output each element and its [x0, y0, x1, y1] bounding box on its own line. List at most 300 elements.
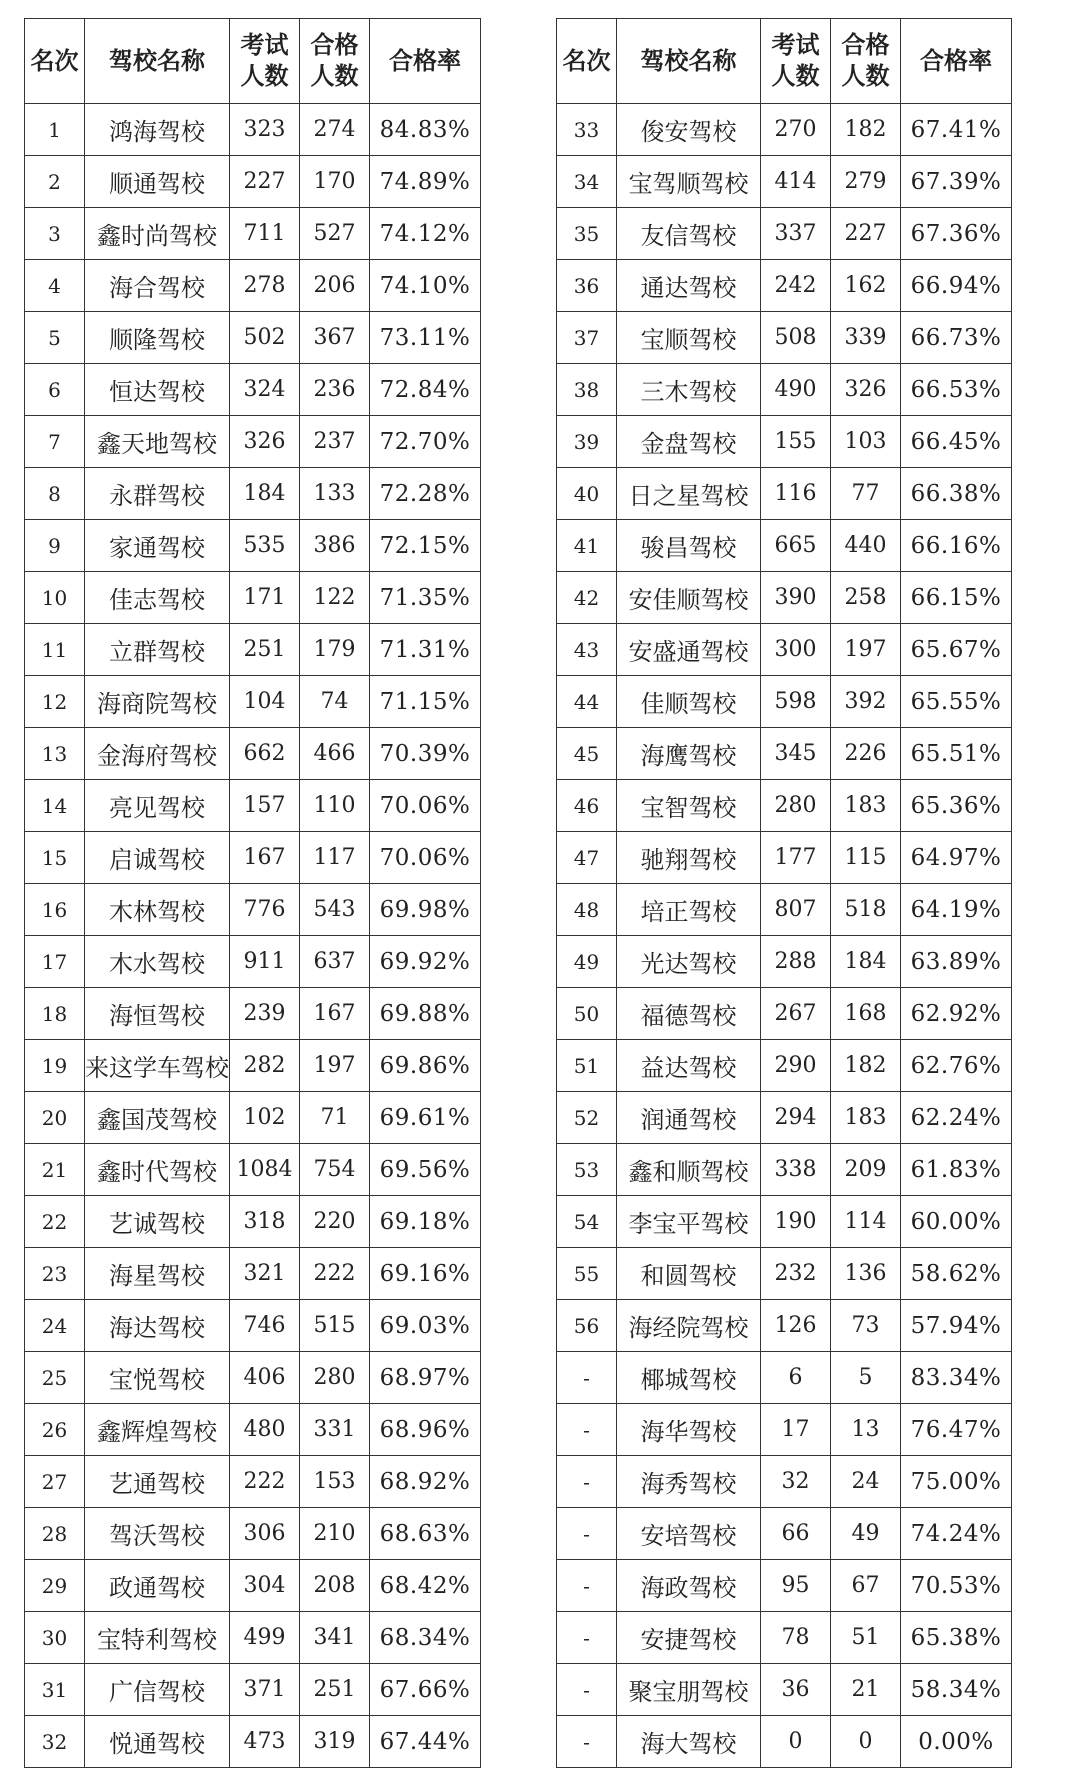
examinees-cell: 598 — [761, 676, 831, 728]
pass-rate-cell: 70.06% — [370, 832, 481, 884]
rank-cell: 31 — [25, 1664, 85, 1716]
rank-cell: 15 — [25, 832, 85, 884]
rank-cell: 41 — [557, 520, 617, 572]
table-row — [25, 1560, 481, 1612]
rank-cell: 23 — [25, 1248, 85, 1300]
table-row — [25, 1716, 481, 1768]
passed-cell: 280 — [300, 1352, 370, 1404]
table-row — [25, 676, 481, 728]
school-name-cell: 安培驾校 — [617, 1508, 761, 1560]
rank-cell: 10 — [25, 572, 85, 624]
passed-cell: 222 — [300, 1248, 370, 1300]
rank-cell: 14 — [25, 780, 85, 832]
school-name-cell: 海鹰驾校 — [617, 728, 761, 780]
examinees-cell: 95 — [761, 1560, 831, 1612]
school-name-cell: 政通驾校 — [85, 1560, 230, 1612]
examinees-cell: 294 — [761, 1092, 831, 1144]
table-row — [25, 1404, 481, 1456]
examinees-cell: 0 — [761, 1716, 831, 1768]
school-name-cell: 海恒驾校 — [85, 988, 230, 1040]
pass-rate-cell: 68.96% — [370, 1404, 481, 1456]
rank-cell: 37 — [557, 312, 617, 364]
rank-cell: - — [557, 1352, 617, 1404]
table-row — [557, 780, 1012, 832]
pass-rate-cell: 69.56% — [370, 1144, 481, 1196]
examinees-cell: 242 — [761, 260, 831, 312]
examinees-cell: 776 — [230, 884, 300, 936]
passed-cell: 386 — [300, 520, 370, 572]
school-name-cell: 润通驾校 — [617, 1092, 761, 1144]
school-name-cell: 鸿海驾校 — [85, 104, 230, 156]
school-name-cell: 福德驾校 — [617, 988, 761, 1040]
table-row — [25, 832, 481, 884]
rank-cell: - — [557, 1716, 617, 1768]
examinees-cell: 32 — [761, 1456, 831, 1508]
passed-cell: 182 — [831, 104, 901, 156]
passed-cell: 226 — [831, 728, 901, 780]
rank-cell: 22 — [25, 1196, 85, 1248]
pass-rate-cell: 63.89% — [901, 936, 1012, 988]
examinees-cell: 267 — [761, 988, 831, 1040]
school-name-cell: 广信驾校 — [85, 1664, 230, 1716]
header-pass-rate: 合格率 — [370, 19, 481, 104]
school-name-cell: 驰翔驾校 — [617, 832, 761, 884]
table-row — [25, 884, 481, 936]
rank-cell: 40 — [557, 468, 617, 520]
table-row — [25, 1456, 481, 1508]
examinees-cell: 17 — [761, 1404, 831, 1456]
examinees-cell: 126 — [761, 1300, 831, 1352]
passed-cell: 237 — [300, 416, 370, 468]
header-passed — [831, 19, 901, 104]
school-name-cell: 悦通驾校 — [85, 1716, 230, 1768]
rank-cell: 52 — [557, 1092, 617, 1144]
table-row — [557, 884, 1012, 936]
school-name-cell: 培正驾校 — [617, 884, 761, 936]
school-name-cell: 海商院驾校 — [85, 676, 230, 728]
rank-cell: 46 — [557, 780, 617, 832]
rank-cell: 28 — [25, 1508, 85, 1560]
header-rank: 名次 — [25, 19, 85, 104]
examinees-cell: 371 — [230, 1664, 300, 1716]
pass-rate-cell: 70.06% — [370, 780, 481, 832]
school-name-cell: 海经院驾校 — [617, 1300, 761, 1352]
passed-cell: 183 — [831, 1092, 901, 1144]
rank-cell: 24 — [25, 1300, 85, 1352]
rank-cell: 20 — [25, 1092, 85, 1144]
rank-cell: 44 — [557, 676, 617, 728]
rank-cell: 6 — [25, 364, 85, 416]
passed-cell: 136 — [831, 1248, 901, 1300]
school-name-cell: 骏昌驾校 — [617, 520, 761, 572]
passed-cell: 527 — [300, 208, 370, 260]
passed-cell: 331 — [300, 1404, 370, 1456]
pass-rate-cell: 67.36% — [901, 208, 1012, 260]
table-row — [25, 1300, 481, 1352]
examinees-cell: 78 — [761, 1612, 831, 1664]
table-row — [25, 572, 481, 624]
passed-cell: 51 — [831, 1612, 901, 1664]
passed-cell: 319 — [300, 1716, 370, 1768]
pass-rate-cell: 74.89% — [370, 156, 481, 208]
passed-cell: 236 — [300, 364, 370, 416]
passed-cell: 518 — [831, 884, 901, 936]
school-name-cell: 日之星驾校 — [617, 468, 761, 520]
examinees-cell: 66 — [761, 1508, 831, 1560]
school-name-cell: 安盛通驾校 — [617, 624, 761, 676]
passed-cell: 754 — [300, 1144, 370, 1196]
table-row — [25, 1092, 481, 1144]
rank-cell: 3 — [25, 208, 85, 260]
table-row — [557, 208, 1012, 260]
examinees-cell: 318 — [230, 1196, 300, 1248]
rank-cell: 45 — [557, 728, 617, 780]
header-rank: 名次 — [557, 19, 617, 104]
rank-cell: 5 — [25, 312, 85, 364]
table-row — [557, 364, 1012, 416]
table-row — [25, 1612, 481, 1664]
passed-cell: 117 — [300, 832, 370, 884]
rank-cell: 16 — [25, 884, 85, 936]
school-name-cell: 木林驾校 — [85, 884, 230, 936]
rank-cell: 18 — [25, 988, 85, 1040]
passed-cell: 339 — [831, 312, 901, 364]
pass-rate-cell: 69.03% — [370, 1300, 481, 1352]
school-name-cell: 亮见驾校 — [85, 780, 230, 832]
school-name-cell: 佳顺驾校 — [617, 676, 761, 728]
pass-rate-cell: 62.24% — [901, 1092, 1012, 1144]
header-passed-line2: 人数 — [310, 62, 359, 90]
table-row — [25, 988, 481, 1040]
examinees-cell: 239 — [230, 988, 300, 1040]
examinees-cell: 508 — [761, 312, 831, 364]
table-header-row — [557, 19, 1012, 104]
rank-cell: 47 — [557, 832, 617, 884]
passed-cell: 543 — [300, 884, 370, 936]
pass-rate-cell: 75.00% — [901, 1456, 1012, 1508]
pass-rate-cell: 68.97% — [370, 1352, 481, 1404]
passed-cell: 251 — [300, 1664, 370, 1716]
table-body-left — [25, 104, 481, 1768]
examinees-cell: 502 — [230, 312, 300, 364]
passed-cell: 440 — [831, 520, 901, 572]
rank-cell: 9 — [25, 520, 85, 572]
examinees-cell: 321 — [230, 1248, 300, 1300]
pass-rate-cell: 67.66% — [370, 1664, 481, 1716]
table-row — [557, 728, 1012, 780]
examinees-cell: 282 — [230, 1040, 300, 1092]
examinees-cell: 6 — [761, 1352, 831, 1404]
school-name-cell: 宝悦驾校 — [85, 1352, 230, 1404]
rank-cell: 25 — [25, 1352, 85, 1404]
rank-cell: - — [557, 1612, 617, 1664]
school-name-cell: 艺通驾校 — [85, 1456, 230, 1508]
examinees-cell: 390 — [761, 572, 831, 624]
rank-cell: 33 — [557, 104, 617, 156]
passed-cell: 0 — [831, 1716, 901, 1768]
rank-cell: 32 — [25, 1716, 85, 1768]
school-name-cell: 海大驾校 — [617, 1716, 761, 1768]
passed-cell: 182 — [831, 1040, 901, 1092]
table-row — [557, 416, 1012, 468]
pass-rate-cell: 72.84% — [370, 364, 481, 416]
pass-rate-cell: 58.62% — [901, 1248, 1012, 1300]
passed-cell: 110 — [300, 780, 370, 832]
pass-rate-cell: 70.53% — [901, 1560, 1012, 1612]
examinees-cell: 324 — [230, 364, 300, 416]
rank-cell: 4 — [25, 260, 85, 312]
rank-cell: 48 — [557, 884, 617, 936]
rank-cell: 34 — [557, 156, 617, 208]
pass-rate-cell: 66.53% — [901, 364, 1012, 416]
examinees-cell: 155 — [761, 416, 831, 468]
rank-cell: 21 — [25, 1144, 85, 1196]
examinees-cell: 807 — [761, 884, 831, 936]
pass-rate-cell: 71.35% — [370, 572, 481, 624]
rank-cell: 7 — [25, 416, 85, 468]
passed-cell: 392 — [831, 676, 901, 728]
header-examinees — [761, 19, 831, 104]
school-name-cell: 永群驾校 — [85, 468, 230, 520]
rank-cell: 8 — [25, 468, 85, 520]
table-row — [25, 156, 481, 208]
examinees-cell: 304 — [230, 1560, 300, 1612]
rank-cell: 11 — [25, 624, 85, 676]
table-row — [557, 1144, 1012, 1196]
examinees-cell: 345 — [761, 728, 831, 780]
table-row — [557, 156, 1012, 208]
school-name-cell: 鑫时尚驾校 — [85, 208, 230, 260]
passed-cell: 24 — [831, 1456, 901, 1508]
examinees-cell: 167 — [230, 832, 300, 884]
examinees-cell: 406 — [230, 1352, 300, 1404]
header-school-name: 驾校名称 — [85, 19, 230, 104]
pass-rate-cell: 74.10% — [370, 260, 481, 312]
pass-rate-cell: 57.94% — [901, 1300, 1012, 1352]
table-header-row — [25, 19, 481, 104]
passed-cell: 258 — [831, 572, 901, 624]
pass-rate-cell: 68.34% — [370, 1612, 481, 1664]
passed-cell: 167 — [300, 988, 370, 1040]
table-row — [557, 832, 1012, 884]
passed-cell: 208 — [300, 1560, 370, 1612]
school-name-cell: 家通驾校 — [85, 520, 230, 572]
rank-cell: 38 — [557, 364, 617, 416]
passed-cell: 122 — [300, 572, 370, 624]
school-name-cell: 光达驾校 — [617, 936, 761, 988]
school-name-cell: 海达驾校 — [85, 1300, 230, 1352]
school-name-cell: 来这学车驾校 — [85, 1040, 230, 1092]
passed-cell: 168 — [831, 988, 901, 1040]
school-name-cell: 艺诚驾校 — [85, 1196, 230, 1248]
table-row — [557, 1352, 1012, 1404]
pass-rate-cell: 71.15% — [370, 676, 481, 728]
pass-rate-cell: 68.92% — [370, 1456, 481, 1508]
school-name-cell: 鑫天地驾校 — [85, 416, 230, 468]
pass-rate-cell: 69.88% — [370, 988, 481, 1040]
school-name-cell: 聚宝朋驾校 — [617, 1664, 761, 1716]
school-name-cell: 金海府驾校 — [85, 728, 230, 780]
rank-cell: 42 — [557, 572, 617, 624]
rank-cell: 12 — [25, 676, 85, 728]
table-row — [25, 1144, 481, 1196]
school-name-cell: 安捷驾校 — [617, 1612, 761, 1664]
examinees-cell: 499 — [230, 1612, 300, 1664]
table-row — [25, 364, 481, 416]
table-row — [25, 1352, 481, 1404]
passed-cell: 21 — [831, 1664, 901, 1716]
table-row — [557, 572, 1012, 624]
rank-cell: 1 — [25, 104, 85, 156]
passed-cell: 5 — [831, 1352, 901, 1404]
school-name-cell: 立群驾校 — [85, 624, 230, 676]
school-name-cell: 鑫辉煌驾校 — [85, 1404, 230, 1456]
table-row — [557, 1716, 1012, 1768]
table-row — [557, 1092, 1012, 1144]
school-name-cell: 海星驾校 — [85, 1248, 230, 1300]
pass-rate-cell: 60.00% — [901, 1196, 1012, 1248]
header-examinees-line1: 考试 — [240, 31, 289, 59]
school-name-cell: 友信驾校 — [617, 208, 761, 260]
school-name-cell: 宝驾顺驾校 — [617, 156, 761, 208]
table-row — [557, 1248, 1012, 1300]
passed-cell: 227 — [831, 208, 901, 260]
table-row — [25, 624, 481, 676]
table-row — [25, 208, 481, 260]
pass-rate-cell: 69.18% — [370, 1196, 481, 1248]
pass-rate-cell: 69.92% — [370, 936, 481, 988]
pass-rate-cell: 69.98% — [370, 884, 481, 936]
ranking-table-left — [24, 18, 481, 1768]
school-name-cell: 通达驾校 — [617, 260, 761, 312]
school-name-cell: 宝特利驾校 — [85, 1612, 230, 1664]
table-row — [557, 1508, 1012, 1560]
rank-cell: 35 — [557, 208, 617, 260]
passed-cell: 183 — [831, 780, 901, 832]
table-row — [557, 468, 1012, 520]
pass-rate-cell: 65.55% — [901, 676, 1012, 728]
header-school-name: 驾校名称 — [617, 19, 761, 104]
passed-cell: 71 — [300, 1092, 370, 1144]
passed-cell: 133 — [300, 468, 370, 520]
pass-rate-cell: 69.61% — [370, 1092, 481, 1144]
examinees-cell: 288 — [761, 936, 831, 988]
passed-cell: 326 — [831, 364, 901, 416]
school-name-cell: 海政驾校 — [617, 1560, 761, 1612]
pass-rate-cell: 68.42% — [370, 1560, 481, 1612]
passed-cell: 279 — [831, 156, 901, 208]
school-name-cell: 椰城驾校 — [617, 1352, 761, 1404]
table-row — [25, 1248, 481, 1300]
school-name-cell: 和圆驾校 — [617, 1248, 761, 1300]
rank-cell: 2 — [25, 156, 85, 208]
examinees-cell: 665 — [761, 520, 831, 572]
examinees-cell: 490 — [761, 364, 831, 416]
rank-cell: - — [557, 1560, 617, 1612]
passed-cell: 170 — [300, 156, 370, 208]
pass-rate-cell: 72.15% — [370, 520, 481, 572]
pass-rate-cell: 73.11% — [370, 312, 481, 364]
passed-cell: 184 — [831, 936, 901, 988]
examinees-cell: 326 — [230, 416, 300, 468]
table-row — [557, 1560, 1012, 1612]
pass-rate-cell: 71.31% — [370, 624, 481, 676]
pass-rate-cell: 84.83% — [370, 104, 481, 156]
rank-cell: 17 — [25, 936, 85, 988]
passed-cell: 210 — [300, 1508, 370, 1560]
table-row — [557, 1196, 1012, 1248]
rank-cell: - — [557, 1508, 617, 1560]
table-row — [557, 1664, 1012, 1716]
rank-cell: 29 — [25, 1560, 85, 1612]
table-row — [557, 1404, 1012, 1456]
passed-cell: 220 — [300, 1196, 370, 1248]
pass-rate-cell: 0.00% — [901, 1716, 1012, 1768]
passed-cell: 13 — [831, 1404, 901, 1456]
passed-cell: 162 — [831, 260, 901, 312]
passed-cell: 197 — [300, 1040, 370, 1092]
pass-rate-cell: 68.63% — [370, 1508, 481, 1560]
examinees-cell: 290 — [761, 1040, 831, 1092]
table-row — [557, 312, 1012, 364]
examinees-cell: 473 — [230, 1716, 300, 1768]
pass-rate-cell: 65.36% — [901, 780, 1012, 832]
examinees-cell: 222 — [230, 1456, 300, 1508]
school-name-cell: 海华驾校 — [617, 1404, 761, 1456]
table-row — [25, 260, 481, 312]
examinees-cell: 337 — [761, 208, 831, 260]
header-pass-rate: 合格率 — [901, 19, 1012, 104]
examinees-cell: 306 — [230, 1508, 300, 1560]
pass-rate-cell: 70.39% — [370, 728, 481, 780]
pass-rate-cell: 65.51% — [901, 728, 1012, 780]
table-row — [557, 1300, 1012, 1352]
school-name-cell: 金盘驾校 — [617, 416, 761, 468]
passed-cell: 179 — [300, 624, 370, 676]
examinees-cell: 414 — [761, 156, 831, 208]
header-passed-line1: 合格 — [310, 31, 359, 59]
passed-cell: 74 — [300, 676, 370, 728]
examinees-cell: 104 — [230, 676, 300, 728]
examinees-cell: 711 — [230, 208, 300, 260]
table-row — [25, 780, 481, 832]
examinees-cell: 36 — [761, 1664, 831, 1716]
passed-cell: 209 — [831, 1144, 901, 1196]
pass-rate-cell: 65.38% — [901, 1612, 1012, 1664]
rank-cell: 53 — [557, 1144, 617, 1196]
school-name-cell: 驾沃驾校 — [85, 1508, 230, 1560]
passed-cell: 73 — [831, 1300, 901, 1352]
rank-cell: 36 — [557, 260, 617, 312]
pass-rate-cell: 64.97% — [901, 832, 1012, 884]
school-name-cell: 海秀驾校 — [617, 1456, 761, 1508]
examinees-cell: 746 — [230, 1300, 300, 1352]
examinees-cell: 338 — [761, 1144, 831, 1196]
table-row — [557, 260, 1012, 312]
examinees-cell: 280 — [761, 780, 831, 832]
pass-rate-cell: 74.12% — [370, 208, 481, 260]
header-examinees-line1: 考试 — [771, 31, 820, 59]
examinees-cell: 270 — [761, 104, 831, 156]
school-name-cell: 安佳顺驾校 — [617, 572, 761, 624]
school-name-cell: 海合驾校 — [85, 260, 230, 312]
header-passed — [300, 19, 370, 104]
table-row — [557, 520, 1012, 572]
rank-cell: 43 — [557, 624, 617, 676]
pass-rate-cell: 72.28% — [370, 468, 481, 520]
passed-cell: 466 — [300, 728, 370, 780]
school-name-cell: 宝智驾校 — [617, 780, 761, 832]
